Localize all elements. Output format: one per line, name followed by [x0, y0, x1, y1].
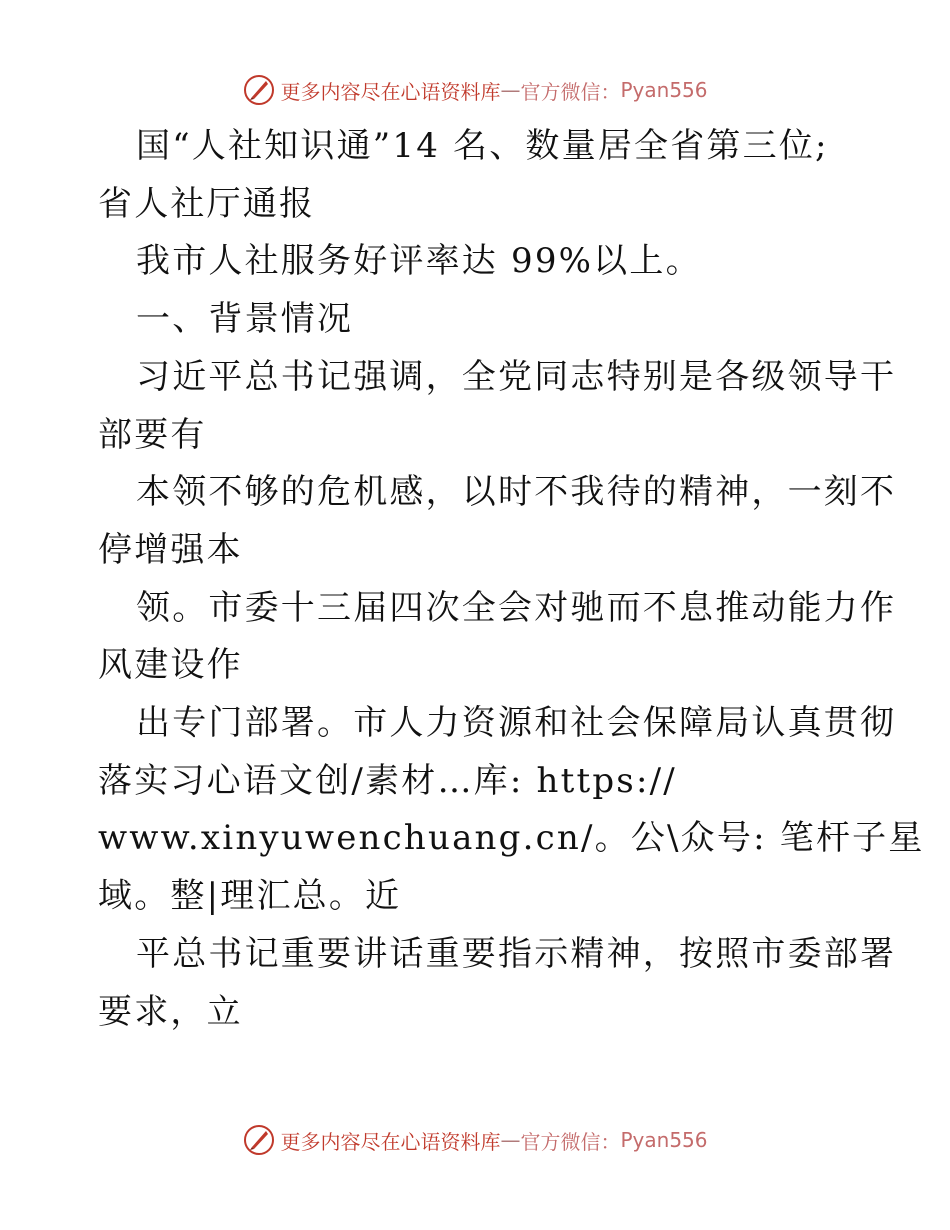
body-line: 出专门部署。市人力资源和社会保障局认真贯彻	[136, 703, 897, 744]
banner-separator: —	[500, 78, 521, 102]
banner-main-text: 更多内容尽在心语资料库	[280, 1129, 501, 1154]
section-heading: 一、背景情况	[136, 299, 354, 340]
footer-watermark-banner	[0, 1120, 950, 1160]
header-watermark-banner	[0, 70, 950, 110]
body-line: 部要有	[98, 414, 207, 455]
body-line: 要求，立	[98, 991, 243, 1032]
banner-wechat-label: 官方微信：	[520, 79, 621, 104]
body-line: 领。市委十三届四次全会对驰而不息推动能力作	[136, 587, 897, 628]
body-line: 习近平总书记强调，全党同志特别是各级领导干	[136, 356, 897, 397]
body-line: 风建设作	[98, 645, 243, 686]
body-line: 落实习心语文创/素材…库: https://	[98, 760, 677, 801]
body-line: 本领不够的危机感，以时不我待的精神，一刻不	[136, 472, 897, 513]
body-line: 平总书记重要讲话重要指示精神，按照市委部署	[136, 933, 897, 974]
banner-wechat-id: Pyan556	[620, 1128, 708, 1152]
body-line: 国“人社知识通”14 名、数量居全省第三位;	[136, 126, 829, 166]
body-line: 域。整|理汇总。近	[98, 876, 402, 917]
quill-pen-logo-icon	[242, 1123, 276, 1157]
banner-wechat-label: 官方微信：	[520, 1129, 621, 1154]
body-line: www.xinyuwenchuang.cn/。公\众号: 笔杆子星	[98, 818, 925, 859]
document-body	[98, 118, 925, 1041]
body-line: 停增强本	[98, 529, 243, 570]
banner-separator: —	[500, 1128, 521, 1152]
banner-main-text: 更多内容尽在心语资料库	[280, 79, 501, 104]
body-line: 省人社厅通报	[98, 183, 316, 224]
body-line: 我市人社服务好评率达 99%以上。	[136, 241, 702, 282]
banner-wechat-id: Pyan556	[620, 78, 708, 102]
quill-pen-logo-icon	[242, 73, 276, 107]
